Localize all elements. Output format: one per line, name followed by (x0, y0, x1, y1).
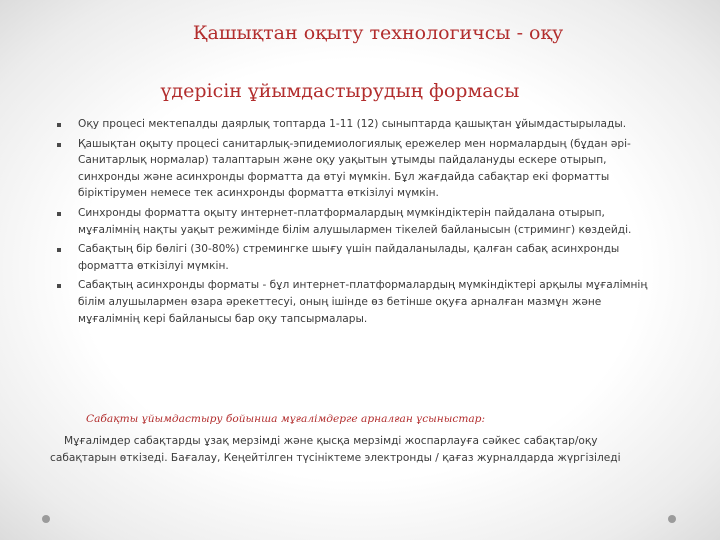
bullet-square-icon (57, 143, 61, 147)
bullet-square-icon (57, 123, 61, 127)
bullet-list (55, 116, 655, 330)
bullet-item (55, 116, 655, 133)
slide-title-line-2: үдерісін ұйымдастырудың формасы (160, 80, 520, 102)
bullet-square-icon (57, 284, 61, 288)
decorative-dot-icon (42, 515, 50, 523)
slide-title-line-1: Қашықтан оқыту технологичсы - оқу (192, 22, 564, 44)
bullet-text: Синхронды форматта оқыту интернет-платформалардың мүмкіндіктерін пайдалана отырып, мұғалімнің нақты уақыт режимінде білім алушылармен тікелей байланысын (стриминг) көздейді. (78, 206, 632, 236)
bullet-text: Сабақтың асинхронды форматы - бұл интернет-платформалардың мүмкіндіктері арқылы мұғалімнің білім алушылармен өзара әрекеттесуі, оның ішінде өз бетінше оқуға арналған мазмұн және мұғалімнің кері байланысы бар оқу тапсырмалары. (78, 279, 648, 325)
bullet-square-icon (57, 212, 61, 216)
bullet-square-icon (57, 248, 61, 252)
bullet-text: Қашықтан оқыту процесі санитарлық-эпидемиологиялық ережелер мен нормалардың (бұдан әрі-Санитарлық нормалар) талаптарын және оқу уақытын ұтымды пайдалануды ескере отырып, синхронды және асинхронды форматта да өтуі мүмкін. Бұл жағдайда сабақтар екі форматты біріктірумен немесе тек асинхронды форматта өткізілуі мүмкін. (78, 137, 631, 200)
bullet-item (55, 205, 655, 238)
bullet-item (55, 277, 655, 327)
bullet-item (55, 136, 655, 202)
bullet-text: Оқу процесі мектепалды даярлық топтарда 1-11 (12) сыныптарда қашықтан ұйымдастырылады. (78, 118, 627, 130)
recommendations-paragraph: Мұғалімдер сабақтарды ұзақ мерзімді және қысқа мерзімді жоспарлауға сәйкес сабақтар/оқу сабақтарын өткізеді. Бағалау, Кеңейтілген түсініктеме электронды / қағаз журналдарда жүргізіледі (50, 435, 621, 464)
bullet-item (55, 241, 655, 274)
decorative-dot-icon (668, 515, 676, 523)
recommendations-heading: Сабақты ұйымдастыру бойынша мұғалімдерге арналған ұсыныстар: (86, 413, 486, 425)
bullet-text: Сабақтың бір бөлігі (30-80%) стремингке шығу үшін пайдаланылады, қалған сабақ асинхронды форматта өткізілуі мүмкін. (78, 243, 620, 272)
